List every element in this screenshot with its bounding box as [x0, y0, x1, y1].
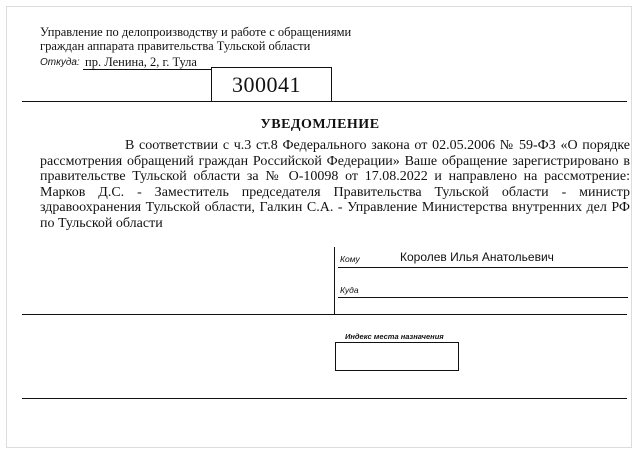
from-underline — [83, 69, 211, 70]
notice-paragraph: В соответствии с ч.3 ст.8 Федерального закона от 02.05.2006 № 59-ФЗ «О порядке рассмотрения обращений граждан Российской Федерации» Ваше обращение зарегистрировано в правительстве Тульской области за № О-10098 от 17.08.2022 и направлено на рассмотрение: Марков Д.С. - Заместитель председателя Правительства Тульской области - министр здравоохранения Тульской области, Галкин С.А. - Управление Министерства внутренних дел РФ по Тульской области — [40, 138, 630, 231]
to-label: Кому — [340, 254, 360, 264]
sender-line-2: граждан аппарата правительства Тульской области — [40, 39, 311, 53]
postal-index: 300041 — [232, 72, 301, 97]
sender-line-1: Управление по делопроизводству и работе с обращениями — [40, 25, 352, 39]
notice-body — [40, 138, 630, 232]
where-label: Куда — [340, 285, 359, 295]
from-address: пр. Ленина, 2, г. Тула — [85, 55, 197, 69]
where-underline — [338, 297, 628, 298]
recipient-name: Королев Илья Анатольевич — [400, 250, 554, 264]
to-underline — [338, 267, 628, 268]
top-divider — [22, 101, 627, 102]
address-vertical-rule — [334, 247, 335, 315]
destination-index-box — [335, 342, 459, 371]
notice-title: УВЕДОМЛЕНИЕ — [260, 117, 380, 132]
destination-index-label: Индекс места назначения — [345, 332, 444, 341]
footer-divider — [22, 398, 627, 399]
from-label: Откуда: — [40, 57, 80, 68]
bottom-divider — [22, 314, 627, 315]
sender-organization — [40, 25, 351, 53]
